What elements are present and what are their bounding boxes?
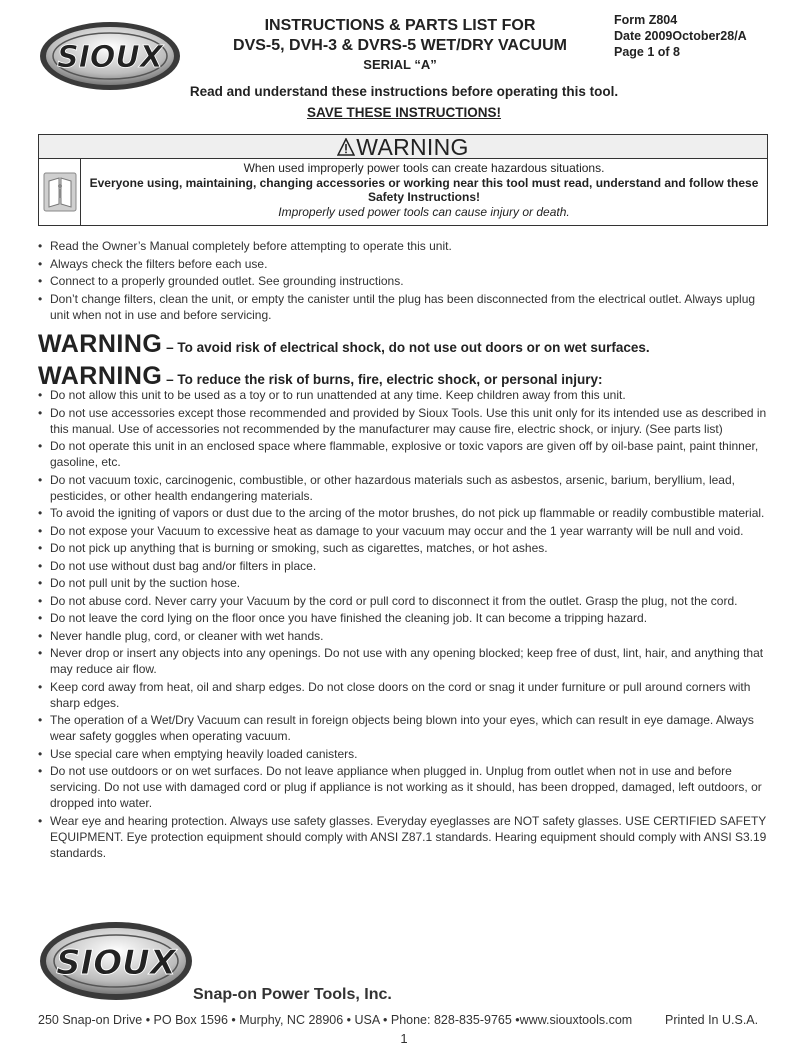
manual-book-icon bbox=[43, 172, 77, 212]
warning-line-1: When used improperly power tools can create hazardous situations. bbox=[243, 161, 605, 175]
list-item: • Do not use without dust bag and/or filters in place. bbox=[38, 558, 773, 574]
list-item: • Do not use outdoors or on wet surfaces. Do not leave appliance when plugged in. Unplug from outlet when not in use and before servicing. Do not use with damaged cord or plug if appliance is not working as it should, has been dropped, damaged, left outdoors, or dropped into water. bbox=[38, 763, 773, 811]
warning-line-3: Improperly used power tools can cause injury or death. bbox=[278, 204, 570, 219]
list-item: • Never handle plug, cord, or cleaner with wet hands. bbox=[38, 628, 773, 644]
general-instructions-list bbox=[38, 238, 773, 324]
list-item: • Do not leave the cord lying on the floor once you have finished the cleaning job. It can become a tripping hazard. bbox=[38, 610, 773, 626]
list-item: • Do not abuse cord. Never carry your Vacuum by the cord or pull cord to disconnect it from the outlet. Grasp the plug, not the cord. bbox=[38, 593, 773, 609]
warning-box-title: WARNING bbox=[356, 134, 469, 160]
serial-label: SERIAL “A” bbox=[363, 57, 437, 72]
warning-text: – To avoid risk of electrical shock, do not use out doors or on wet surfaces. bbox=[162, 340, 650, 355]
title-line-2: DVS-5, DVH-3 & DVRS-5 WET/DRY VACUUM bbox=[233, 37, 567, 54]
page-number: 1 bbox=[400, 1031, 408, 1046]
warning-word: WARNING bbox=[38, 362, 163, 390]
list-item: • Do not operate this unit in an enclosed space where flammable, explosive or toxic vapors are given off by oil-base paint, paint thinner, gasoline, etc. bbox=[38, 438, 773, 470]
list-item: • To avoid the igniting of vapors or dust due to the arcing of the motor brushes, do not pick up flammable or readily combustible material. bbox=[38, 505, 773, 521]
warning-box-header bbox=[39, 135, 767, 159]
list-item: • The operation of a Wet/Dry Vacuum can result in foreign objects being blown into your eyes, which can result in eye damage. Always wear safety goggles when operating vacuum. bbox=[38, 712, 773, 744]
company-name: Snap-on Power Tools, Inc. bbox=[193, 986, 392, 1003]
list-item: • Keep cord away from heat, oil and sharp edges. Do not close doors on the cord or snag it under furniture or pull around corners with sharp edges. bbox=[38, 679, 773, 711]
warning-box bbox=[38, 134, 768, 226]
warning-triangle-icon bbox=[337, 138, 355, 156]
document-title bbox=[200, 16, 600, 74]
warning-icon-cell bbox=[39, 159, 81, 225]
printed-in-label: Printed In U.S.A. bbox=[665, 1013, 759, 1027]
read-instructions-line: Read and understand these instructions before operating this tool. bbox=[189, 84, 619, 99]
electrical-shock-warning bbox=[38, 330, 650, 359]
list-item: • Don’t change filters, clean the unit, or empty the canister until the plug has been disconnected from the electrical outlet. Always uplug unit when not in use and before servicing. bbox=[38, 291, 773, 323]
title-line-1: INSTRUCTIONS & PARTS LIST FOR bbox=[264, 17, 536, 34]
warning-box-body bbox=[81, 159, 767, 225]
list-item: • Do not expose your Vacuum to excessive heat as damage to your vacuum may occur and the 1 year warranty will be null and void. bbox=[38, 523, 773, 539]
logo-text: SIOUX bbox=[56, 943, 176, 983]
save-instructions-line: SAVE THESE INSTRUCTIONS! bbox=[306, 105, 502, 120]
sioux-logo-footer bbox=[38, 920, 198, 1002]
list-item: • Connect to a properly grounded outlet. See grounding instructions. bbox=[38, 273, 773, 289]
warning-text: – To reduce the risk of burns, fire, electric shock, or personal injury: bbox=[162, 372, 603, 387]
list-item: • Do not pick up anything that is burning or smoking, such as cigarettes, matches, or hot ashes. bbox=[38, 540, 773, 556]
list-item: • Never drop or insert any objects into any openings. Do not use with any opening blocked; keep free of dust, lint, hair, and anything that may reduce air flow. bbox=[38, 645, 773, 677]
logo-text: SIOUX bbox=[57, 40, 163, 75]
form-date: Date 2009October28/A bbox=[614, 29, 747, 43]
safety-instructions-list bbox=[38, 387, 773, 862]
list-item: • Use special care when emptying heavily loaded canisters. bbox=[38, 746, 773, 762]
warning-line-2: Everyone using, maintaining, changing accessories or working near this tool must read, understand and follow these Safety Instructions! bbox=[89, 175, 759, 204]
list-item: • Wear eye and hearing protection. Always use safety glasses. Everyday eyeglasses are NOT safety glasses. USE CERTIFIED SAFETY EQUIPMENT. Eye protection equipment should comply with ANSI Z87.1 standards. Hearing equipment should comply with ANSI S3.19 standards. bbox=[38, 813, 773, 861]
list-item: • Do not use accessories except those recommended and provided by Sioux Tools. Use this unit only for its intended use as described in this manual. Use of accessories not recommended by the manufacturer may cause fire, electric shock, or injury. (See parts list) bbox=[38, 405, 773, 437]
list-item: • Do not vacuum toxic, carcinogenic, combustible, or other hazardous materials such as asbestos, arsenic, barium, beryllium, lead, pesticides, or other health endangering materials. bbox=[38, 472, 773, 504]
list-item: • Read the Owner’s Manual completely before attempting to operate this unit. bbox=[38, 238, 773, 254]
page-count: Page 1 of 8 bbox=[614, 45, 680, 59]
warning-word: WARNING bbox=[38, 330, 163, 358]
list-item: • Do not pull unit by the suction hose. bbox=[38, 575, 773, 591]
list-item: • Always check the filters before each use. bbox=[38, 256, 773, 272]
form-number: Form Z804 bbox=[614, 13, 678, 27]
sioux-logo bbox=[38, 20, 182, 92]
list-item: • Do not allow this unit to be used as a toy or to run unattended at any time. Keep children away from this unit. bbox=[38, 387, 773, 403]
form-info bbox=[614, 12, 747, 60]
company-address: 250 Snap-on Drive • PO Box 1596 • Murphy, NC 28906 • USA • Phone: 828-835-9765 •www.siouxtools.com bbox=[38, 1013, 633, 1027]
